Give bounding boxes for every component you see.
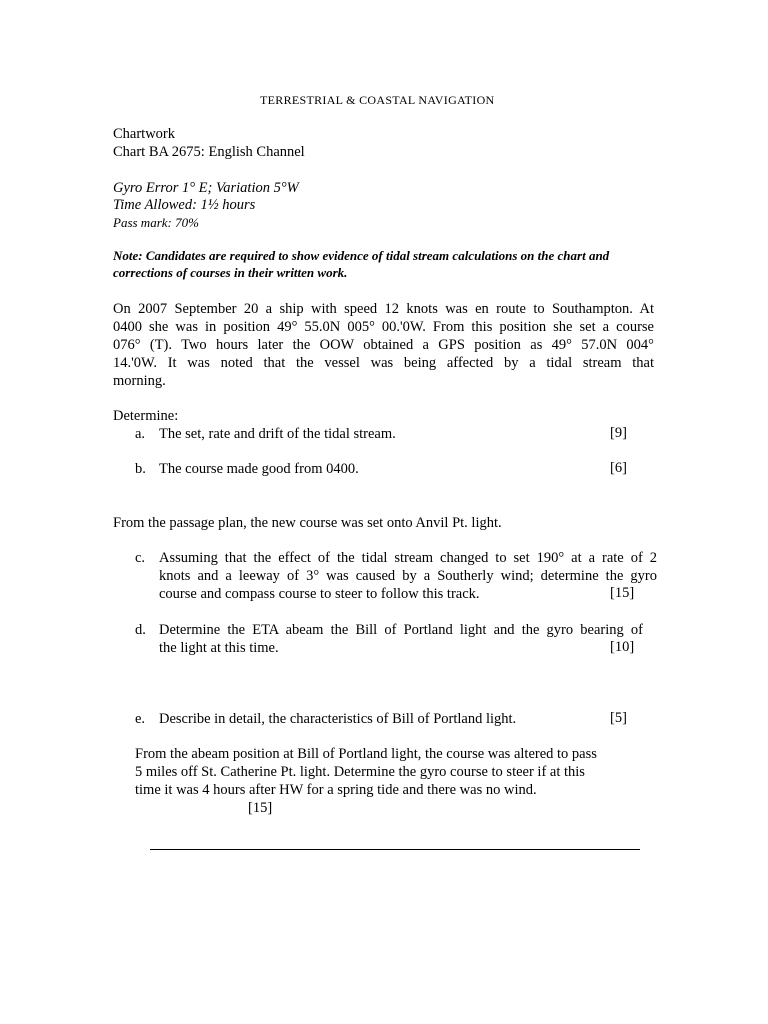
final-line-1: From the abeam position at Bill of Portland light, the course was altered to pass bbox=[135, 746, 597, 762]
scenario-line-4: 14.'0W. It was noted that the vessel was being affected by a tidal stream that bbox=[113, 355, 654, 371]
note-line-2: corrections of courses in their written work. bbox=[113, 265, 348, 280]
final-line-3: time it was 4 hours after HW for a spring tide and there was no wind. bbox=[135, 782, 537, 798]
scenario-line-2: 0400 she was in position 49° 55.0N 005° 00.'0W. From this position she set a course bbox=[113, 319, 654, 335]
item-c-line-2: knots and a leeway of 3° was caused by a Southerly wind; determine the gyro bbox=[159, 568, 657, 584]
determine-label: Determine: bbox=[113, 408, 179, 424]
gyro-error-variation: Gyro Error 1° E; Variation 5°W bbox=[113, 180, 299, 196]
item-b-letter: b. bbox=[135, 461, 146, 477]
item-b-marks: [6] bbox=[610, 460, 627, 476]
chart-reference: Chart BA 2675: English Channel bbox=[113, 144, 305, 160]
item-c-marks: [15] bbox=[610, 585, 635, 601]
item-e-letter: e. bbox=[135, 711, 146, 727]
final-marks: [15] bbox=[248, 800, 273, 816]
time-allowed: Time Allowed: 1½ hours bbox=[113, 197, 256, 213]
item-d-line-2: the light at this time. bbox=[159, 640, 279, 656]
chartwork-heading: Chartwork bbox=[113, 126, 176, 142]
item-b-text: The course made good from 0400. bbox=[159, 461, 359, 477]
end-divider bbox=[150, 849, 640, 850]
item-a-letter: a. bbox=[135, 426, 146, 442]
scenario-line-1: On 2007 September 20 a ship with speed 12 knots was en route to Southampton. At bbox=[113, 301, 654, 317]
item-a-marks: [9] bbox=[610, 425, 627, 441]
note-line-1: Note: Candidates are required to show evidence of tidal stream calculations on the chart and bbox=[113, 248, 610, 263]
item-c-letter: c. bbox=[135, 550, 146, 566]
passage-plan-text: From the passage plan, the new course was set onto Anvil Pt. light. bbox=[113, 515, 502, 531]
pass-mark: Pass mark: 70% bbox=[113, 215, 199, 230]
item-e-marks: [5] bbox=[610, 710, 627, 726]
document-title: TERRESTRIAL & COASTAL NAVIGATION bbox=[260, 93, 495, 107]
item-d-letter: d. bbox=[135, 622, 146, 638]
final-line-2: 5 miles off St. Catherine Pt. light. Determine the gyro course to steer if at this bbox=[135, 764, 585, 780]
item-a-text: The set, rate and drift of the tidal stream. bbox=[159, 426, 396, 442]
item-d-marks: [10] bbox=[610, 639, 635, 655]
item-d-line-1: Determine the ETA abeam the Bill of Portland light and the gyro bearing of bbox=[159, 622, 643, 638]
scenario-line-3: 076° (T). Two hours later the OOW obtained a GPS position as 49° 57.0N 004° bbox=[113, 337, 654, 353]
scenario-line-5: morning. bbox=[113, 373, 166, 389]
item-c-line-3: course and compass course to steer to follow this track. bbox=[159, 586, 480, 602]
item-e-text: Describe in detail, the characteristics of Bill of Portland light. bbox=[159, 711, 517, 727]
item-c-line-1: Assuming that the effect of the tidal stream changed to set 190° at a rate of 2 bbox=[159, 550, 657, 566]
